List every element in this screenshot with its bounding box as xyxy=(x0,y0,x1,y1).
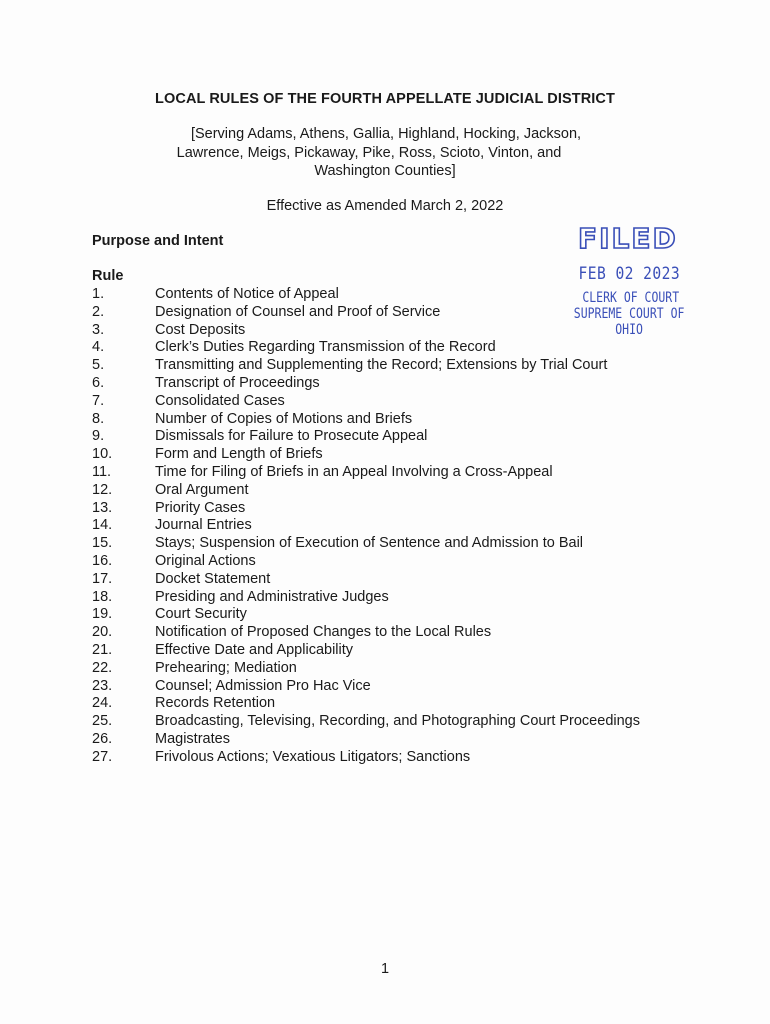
rule-number: 4. xyxy=(92,339,105,356)
rule-number: 19. xyxy=(92,606,113,623)
rule-title: Number of Copies of Motions and Briefs xyxy=(155,410,413,427)
rule-item xyxy=(92,322,692,340)
rule-title: Transmitting and Supplementing the Record; Extensions by Trial Court xyxy=(155,357,608,374)
rule-title: Contents of Notice of Appeal xyxy=(155,286,339,302)
serving-line-3: Washington Counties] xyxy=(314,163,456,179)
rule-title: Effective Date and Applicability xyxy=(155,641,354,658)
rule-item xyxy=(92,517,692,535)
rule-number: 18. xyxy=(92,588,113,605)
effective-date: Effective as Amended March 2, 2022 xyxy=(266,198,504,214)
rule-item xyxy=(92,411,692,429)
rule-number: 16. xyxy=(92,552,113,569)
serving-counties xyxy=(0,125,770,181)
rule-item xyxy=(92,660,692,678)
rule-title: Court Security xyxy=(155,606,247,623)
rule-number: 11. xyxy=(92,463,112,480)
stamp-date: FEB 02 2023 xyxy=(578,264,681,284)
rule-item xyxy=(92,286,692,304)
rule-item xyxy=(92,624,692,642)
rule-number: 3. xyxy=(92,321,105,338)
serving-line-2: Lawrence, Meigs, Pickaway, Pike, Ross, Scioto, Vinton, and xyxy=(176,144,562,161)
rule-item xyxy=(92,749,692,767)
rule-item xyxy=(92,339,692,357)
rule-title: Broadcasting, Televising, Recording, and Photographing Court Proceedings xyxy=(155,713,640,730)
rule-title: Magistrates xyxy=(155,730,230,747)
rule-item xyxy=(92,553,692,571)
rule-number: 24. xyxy=(92,695,113,712)
rule-title: Consolidated Cases xyxy=(155,392,285,409)
stamp-court: SUPREME COURT OF OHIO xyxy=(573,306,685,338)
rule-title: Form and Length of Briefs xyxy=(155,446,323,463)
rule-title: Oral Argument xyxy=(155,481,249,498)
rule-number: 15. xyxy=(92,535,113,552)
rule-number: 6. xyxy=(92,374,105,391)
rule-item xyxy=(92,375,692,393)
rule-title: Records Retention xyxy=(155,695,276,712)
rule-number: 8. xyxy=(92,410,105,427)
rule-item xyxy=(92,535,692,553)
rule-number: 20. xyxy=(92,624,113,641)
rule-title: Frivolous Actions; Vexatious Litigators; Sanctions xyxy=(155,748,471,765)
rule-title: Counsel; Admission Pro Hac Vice xyxy=(155,677,371,694)
rule-number: 7. xyxy=(92,392,105,409)
rules-list xyxy=(92,286,692,767)
rule-item xyxy=(92,713,692,731)
page-number: 1 xyxy=(380,961,390,977)
serving-line-1: [Serving Adams, Athens, Gallia, Highland, Hocking, Jackson, xyxy=(190,126,582,142)
rule-title: Time for Filing of Briefs in an Appeal Involving a Cross-Appeal xyxy=(155,463,553,480)
rule-item xyxy=(92,695,692,713)
purpose-heading: Purpose and Intent xyxy=(92,233,224,249)
rule-title: Journal Entries xyxy=(155,517,252,534)
rule-item xyxy=(92,731,692,749)
rule-item xyxy=(92,357,692,375)
rule-number: 12. xyxy=(92,481,113,498)
rule-title: Clerk’s Duties Regarding Transmission of the Record xyxy=(155,339,496,356)
rule-title: Original Actions xyxy=(155,552,256,569)
rule-number: 22. xyxy=(92,659,113,676)
rule-title: Stays; Suspension of Execution of Sentence and Admission to Bail xyxy=(155,535,584,552)
rule-number: 14. xyxy=(92,517,113,534)
rule-number: 2. xyxy=(92,303,105,320)
rule-number: 13. xyxy=(92,499,113,516)
rule-number: 27. xyxy=(92,748,113,765)
rule-title: Designation of Counsel and Proof of Service xyxy=(155,303,441,320)
rule-number: 26. xyxy=(92,730,113,747)
rule-item xyxy=(92,678,692,696)
rule-number: 9. xyxy=(92,428,105,445)
rule-number: 23. xyxy=(92,677,113,694)
rule-number: 1. xyxy=(92,286,105,302)
rule-number: 21. xyxy=(92,641,113,658)
rule-title: Cost Deposits xyxy=(155,321,246,338)
rule-item xyxy=(92,428,692,446)
rule-number: 17. xyxy=(92,570,113,587)
stamp-filed-text: FILED xyxy=(578,222,678,255)
rule-item xyxy=(92,642,692,660)
rule-number: 10. xyxy=(92,446,113,463)
rule-item xyxy=(92,393,692,411)
rule-title: Transcript of Proceedings xyxy=(155,374,320,391)
rule-title: Priority Cases xyxy=(155,499,246,516)
rule-number: 5. xyxy=(92,357,105,374)
rule-title: Prehearing; Mediation xyxy=(155,659,297,676)
rule-item xyxy=(92,446,692,464)
rule-title: Dismissals for Failure to Prosecute Appeal xyxy=(155,428,428,445)
rule-title: Presiding and Administrative Judges xyxy=(155,588,389,605)
rule-heading: Rule xyxy=(92,268,124,284)
rule-title: Notification of Proposed Changes to the Local Rules xyxy=(155,624,492,641)
rule-item xyxy=(92,464,692,482)
document-title: LOCAL RULES OF THE FOURTH APPELLATE JUDICIAL DISTRICT xyxy=(155,91,615,107)
rule-item xyxy=(92,589,692,607)
rule-number: 25. xyxy=(92,713,113,730)
rule-item xyxy=(92,606,692,624)
rule-item xyxy=(92,571,692,589)
rule-item xyxy=(92,304,692,322)
stamp-clerk: CLERK OF COURT xyxy=(582,290,680,306)
rule-item xyxy=(92,500,692,518)
rule-title: Docket Statement xyxy=(155,570,271,587)
rule-item xyxy=(92,482,692,500)
